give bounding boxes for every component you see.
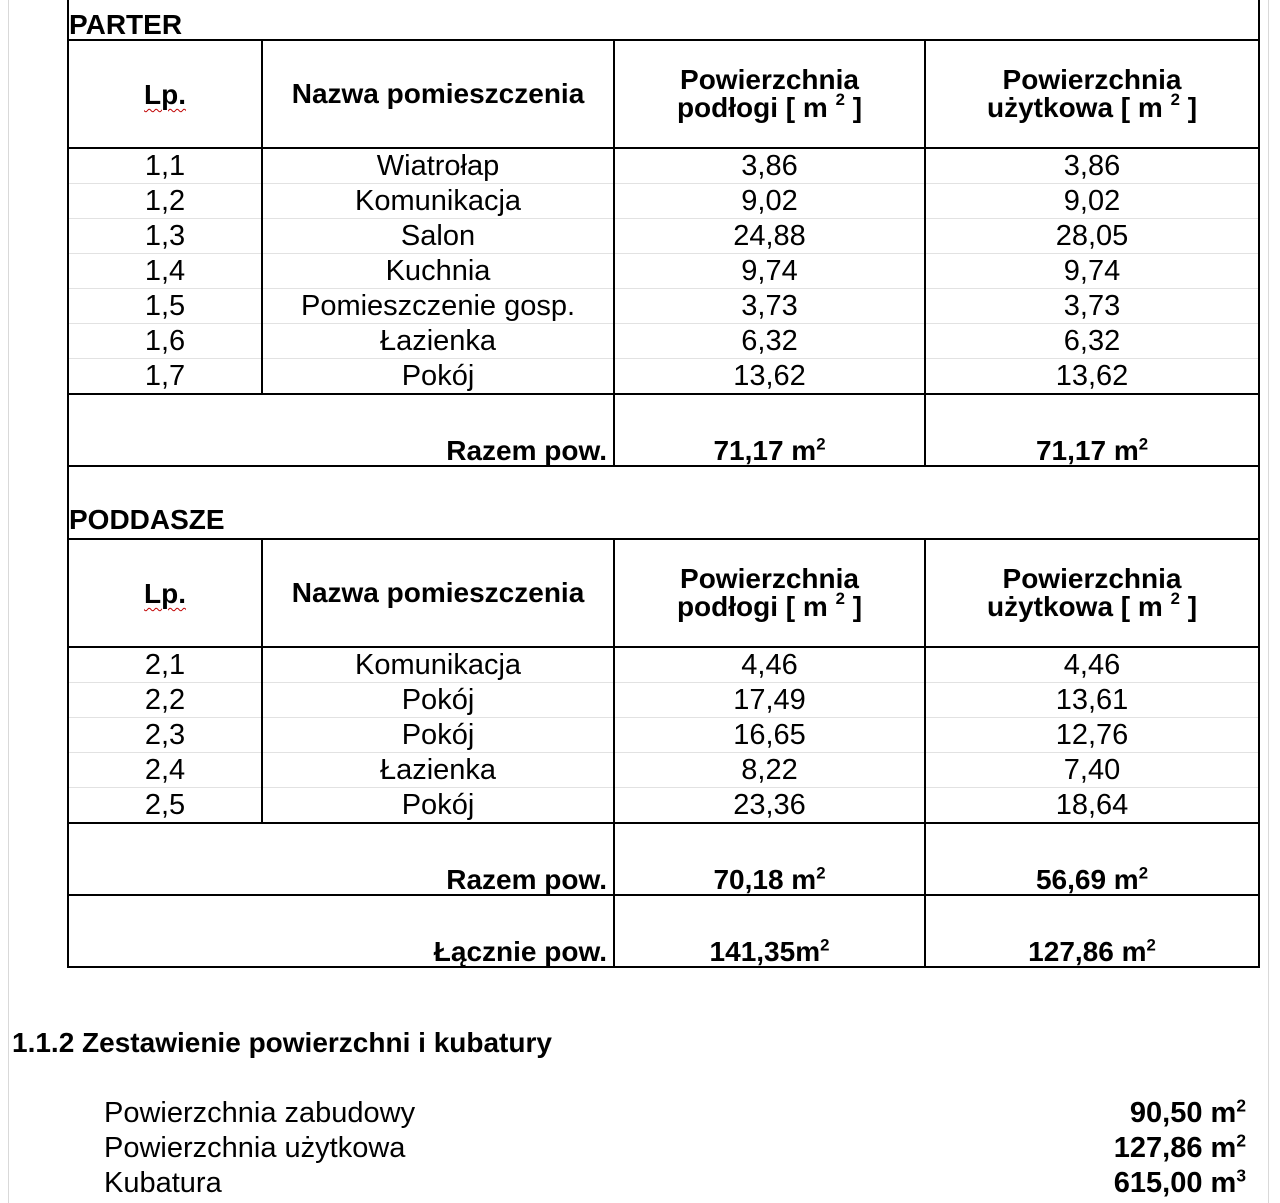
parter-header-row xyxy=(68,40,1259,148)
table-row: 2,5 Pokój 23,36 18,64 xyxy=(68,788,1259,824)
header-room-name: Nazwa pomieszczenia xyxy=(262,40,614,148)
poddasze-table xyxy=(67,464,1260,968)
summary-value: 127,86 $m^2$ xyxy=(1113,1130,1246,1164)
table-row: 1,4 Kuchnia 9,74 9,74 xyxy=(68,254,1259,289)
poddasze-header-row xyxy=(68,539,1259,647)
summary-item-volume xyxy=(104,1166,1246,1201)
summary-item-usable-area xyxy=(104,1131,1246,1166)
header-room-name: Nazwa pomieszczenia xyxy=(262,539,614,647)
grand-total-floor-area: $141,35m^2$ xyxy=(614,895,925,967)
table-row: 2,1 Komunikacja 4,46 4,46 xyxy=(68,647,1259,683)
header-floor-area: Powierzchnia podłogi [ m $^2$ ] xyxy=(614,539,925,647)
poddasze-title-row xyxy=(68,464,1259,539)
page-margin-left xyxy=(8,0,9,1203)
table-row: 1,2 Komunikacja 9,02 9,02 xyxy=(68,184,1259,219)
total-floor-area: 70,18 $m^2$ xyxy=(614,823,925,895)
poddasze-title: PODDASZE xyxy=(68,464,1259,539)
table-row: 1,6 Łazienka 6,32 6,32 xyxy=(68,324,1259,359)
table-row: 2,4 Łazienka 8,22 7,40 xyxy=(68,753,1259,788)
total-usable-area: 56,69 $m^2$ xyxy=(925,823,1259,895)
summary-item-built-area xyxy=(104,1096,1246,1131)
grand-total-usable-area: 127,86 $m^2$ xyxy=(925,895,1259,967)
grand-total-label: Łącznie pow. xyxy=(68,895,614,967)
page-margin-right xyxy=(1268,0,1269,1203)
summary-label: Kubatura xyxy=(104,1167,222,1199)
poddasze-total-row xyxy=(68,823,1259,895)
summary-value: 90,50 $m^2$ xyxy=(1129,1095,1246,1129)
header-lp: Lp. xyxy=(68,539,262,647)
header-usable-area: Powierzchnia użytkowa [ m $^2$ ] xyxy=(925,40,1259,148)
table-row: 1,7 Pokój 13,62 13,62 xyxy=(68,359,1259,395)
table-row: 2,2 Pokój 17,49 13,61 xyxy=(68,683,1259,718)
header-floor-area: Powierzchnia podłogi [ m $^2$ ] xyxy=(614,40,925,148)
total-label: Razem pow. xyxy=(68,394,614,466)
summary-list xyxy=(104,1096,1246,1201)
grand-total-row xyxy=(68,895,1259,967)
total-label: Razem pow. xyxy=(68,823,614,895)
table-row: 1,5 Pomieszczenie gosp. 3,73 3,73 xyxy=(68,289,1259,324)
table-row: 1,3 Salon 24,88 28,05 xyxy=(68,219,1259,254)
parter-title: PARTER xyxy=(68,0,1259,40)
total-floor-area: 71,17 $m^2$ xyxy=(614,394,925,466)
header-lp: Lp. xyxy=(68,40,262,148)
parter-total-row xyxy=(68,394,1259,466)
table-row: 2,3 Pokój 16,65 12,76 xyxy=(68,718,1259,753)
total-usable-area: 71,17 $m^2$ xyxy=(925,394,1259,466)
parter-title-row xyxy=(68,0,1259,40)
table-row: 1,1 Wiatrołap 3,86 3,86 xyxy=(68,148,1259,184)
summary-label: Powierzchnia zabudowy xyxy=(104,1097,416,1129)
parter-table xyxy=(67,0,1260,467)
summary-value: 615,00 $m^3$ xyxy=(1113,1165,1246,1199)
header-usable-area: Powierzchnia użytkowa [ m $^2$ ] xyxy=(925,539,1259,647)
section-heading: 1.1.2 Zestawienie powierzchni i kubatury xyxy=(12,1027,552,1058)
summary-label: Powierzchnia użytkowa xyxy=(104,1132,406,1164)
